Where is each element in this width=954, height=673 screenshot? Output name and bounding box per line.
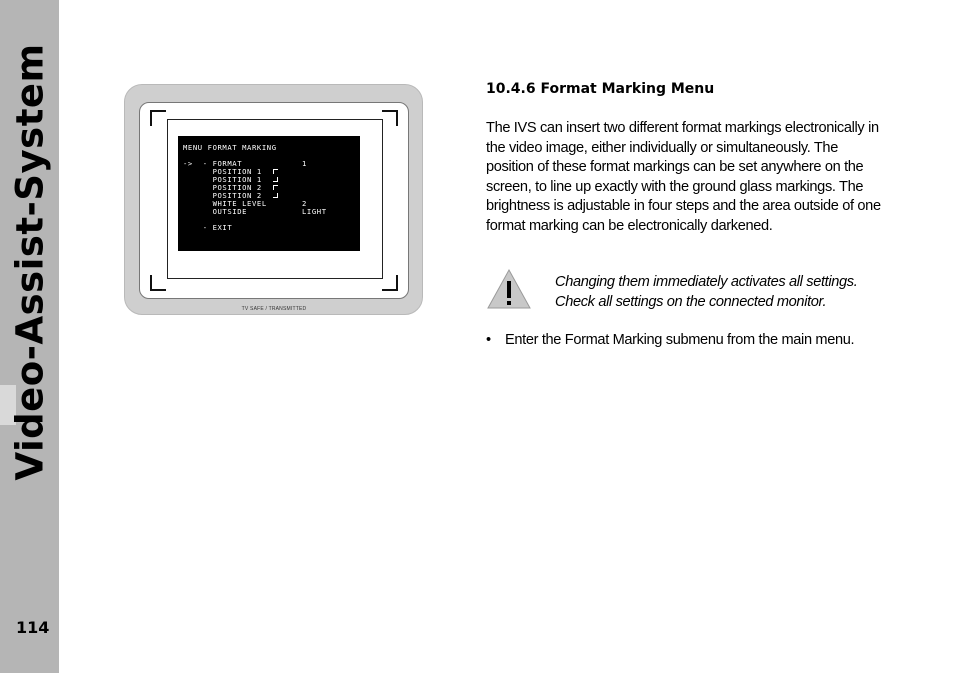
corner-bottom-right-icon <box>273 177 278 182</box>
monitor-illustration <box>124 84 423 315</box>
osd-menu <box>178 136 360 251</box>
monitor-screen <box>139 102 409 312</box>
warning-note <box>555 273 895 312</box>
bullet-item <box>486 331 906 351</box>
osd-menu-title: MENU FORMAT MARKING <box>183 143 277 152</box>
section-heading: 10.4.6 Format Marking Menu <box>486 81 715 97</box>
crop-mark-top-right <box>382 110 398 126</box>
osd-value-outside: LIGHT <box>302 207 327 216</box>
osd-item-position-1b: POSITION 1 <box>183 175 262 184</box>
osd-item-outside: OUTSIDE <box>183 207 248 216</box>
osd-value-white-level: 2 <box>302 199 307 208</box>
page-number: 114 <box>16 618 50 637</box>
corner-bottom-right-icon <box>273 193 278 198</box>
crop-mark-bottom-left <box>150 275 166 291</box>
corner-top-left-icon <box>273 169 278 174</box>
osd-value-format: 1 <box>302 159 307 168</box>
osd-item-position-2b: POSITION 2 <box>183 191 262 200</box>
bullet-text: Enter the Format Marking submenu from the main menu. <box>505 332 855 348</box>
chapter-title: Video-Assist-System <box>8 43 52 481</box>
body-paragraph: The IVS can insert two different format markings electronically in the video image, either individually or simultaneously. The position of these format markings can be set anywhere on the screen, to line up exactly with the ground glass markings. The brightness is adjustable in four steps and the area outside of one format marking can be electronically darkened. <box>486 120 881 234</box>
warning-note-line-1: Changing them immediately activates all settings. <box>555 274 858 290</box>
osd-item-format: -> - FORMAT <box>183 159 243 168</box>
crop-mark-bottom-right <box>382 275 398 291</box>
bullet-dot: • <box>486 332 491 348</box>
warning-note-line-2: Check all settings on the connected monitor. <box>555 293 827 310</box>
crop-mark-top-left <box>150 110 166 126</box>
osd-item-position-2a: POSITION 2 <box>183 183 262 192</box>
osd-item-white-level: WHITE LEVEL <box>183 199 267 208</box>
warning-triangle-icon <box>486 268 532 310</box>
screen-caption: TV SAFE / TRANSMITTED <box>241 306 307 312</box>
osd-item-position-1a: POSITION 1 <box>183 167 262 176</box>
corner-top-left-icon <box>273 185 278 190</box>
osd-item-exit: - EXIT <box>183 223 233 232</box>
sidebar <box>0 0 59 673</box>
